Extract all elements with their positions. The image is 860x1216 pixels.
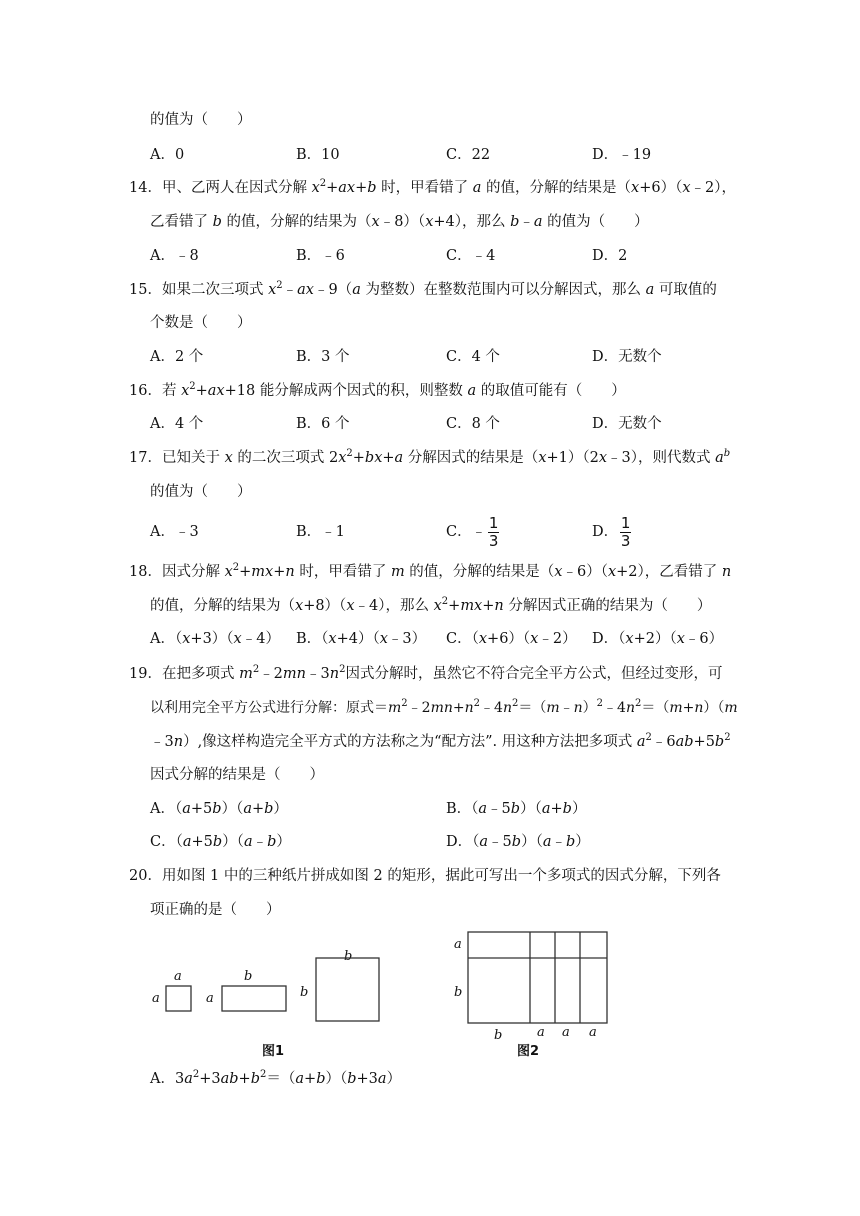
figure-1-caption: 图1 xyxy=(262,1044,285,1059)
q18-option-a[interactable]: A．（x+3）（x﹣4） xyxy=(150,631,280,647)
q17-option-b[interactable]: B．﹣1 xyxy=(296,524,345,540)
q15-stem-line1: 15．如果二次三项式 $x^2﹣ax﹣9(a$ 为整数）在整数范围内可以分解因式，那么 a 可取值的 xyxy=(129,280,717,298)
q19-stem-line1: 19．在把多项式 $m^2﹣2mn﹣3n^2$因式分解时，虽然它不符合完全平方公式，但经过变形，可 xyxy=(129,664,723,682)
figure-2-caption: 图2 xyxy=(517,1044,540,1059)
q14-option-d[interactable]: D．2 xyxy=(592,248,628,264)
q14-option-b[interactable]: B．﹣6 xyxy=(296,248,345,264)
label-b: b xyxy=(494,1028,503,1043)
q15-option-a[interactable]: A．2 个 xyxy=(150,349,204,365)
label-a: a xyxy=(454,937,462,952)
fraction-one-third: $\frac{1}{3}$ xyxy=(620,513,631,550)
q14-stem-line1: 14．甲、乙两人在因式分解 $x^2+ax+b$ 时，甲看错了 a 的值，分解的结果是（x+6）（x﹣2）， xyxy=(129,178,737,196)
figure-2 xyxy=(448,926,618,1044)
q13-option-d[interactable]: D．﹣19 xyxy=(592,147,652,163)
q14-stem-line2: 乙看错了 b 的值，分解的结果为（x﹣8）（x+4），那么 b﹣a 的值为（ ） xyxy=(150,214,649,230)
q15-option-c[interactable]: C．4 个 xyxy=(446,349,500,365)
q19-option-b[interactable]: B．（a﹣5b）（a+b） xyxy=(446,801,587,817)
q17-stem-line1: 17．已知关于 x 的二次三项式 $2x^2+bx+a$ 分解因式的结果是（x+1）（2x﹣3），则代数式 $a^b$ xyxy=(129,448,731,466)
label-a: a xyxy=(206,991,214,1006)
q17-option-a[interactable]: A．﹣3 xyxy=(150,524,199,540)
rectangle-ab xyxy=(222,986,286,1011)
q17-stem-line2: 的值为（ ） xyxy=(150,484,252,500)
q13-option-b[interactable]: B．10 xyxy=(296,147,340,163)
q18-stem-line2: 的值，分解的结果为（x+8）（x﹣4），那么 $x^2+mx+n$ 分解因式正确的结果为（ ） xyxy=(150,596,712,614)
q13-option-c[interactable]: C．22 xyxy=(446,147,491,163)
q13-option-a[interactable]: A．0 xyxy=(150,147,185,163)
fraction-one-third: $\frac{1}{3}$ xyxy=(488,513,499,550)
small-square-a xyxy=(166,986,191,1011)
q13-continuation: 的值为（ ） xyxy=(150,112,252,128)
q15-option-d[interactable]: D．无数个 xyxy=(592,349,662,365)
label-b: b xyxy=(300,985,309,1000)
q16-option-b[interactable]: B．6 个 xyxy=(296,416,350,432)
q19-option-a[interactable]: A．（a+5b）（a+b） xyxy=(150,801,288,817)
q14-option-a[interactable]: A．﹣8 xyxy=(150,248,199,264)
q19-option-c[interactable]: C．（a+5b）（a﹣b） xyxy=(150,834,291,850)
composite-rectangle xyxy=(468,932,607,1023)
q19-stem-line4: 因式分解的结果是（ ） xyxy=(150,767,324,783)
question-number: 19． xyxy=(129,666,162,682)
label-b: b xyxy=(244,969,253,984)
q17-option-c[interactable]: C．﹣ $\frac{1}{3}$ xyxy=(446,513,499,550)
q17-option-d[interactable]: D． $\frac{1}{3}$ xyxy=(592,513,631,550)
question-number: 14． xyxy=(129,180,162,196)
q16-option-d[interactable]: D．无数个 xyxy=(592,416,662,432)
q16-stem: 16．若 $x^2+ax+18$ 能分解成两个因式的积，则整数 a 的取值可能有（ ） xyxy=(129,381,626,399)
large-square-b xyxy=(316,958,379,1021)
question-number: 18． xyxy=(129,564,162,580)
q20-stem-line2: 项正确的是（ ） xyxy=(150,902,281,918)
q18-option-b[interactable]: B．（x+4）（x﹣3） xyxy=(296,631,427,647)
q18-option-c[interactable]: C．（x+6）（x﹣2） xyxy=(446,631,577,647)
label-b: b xyxy=(344,949,353,964)
label-a: a xyxy=(537,1025,545,1040)
label-a: a xyxy=(174,969,182,984)
q15-stem-line2: 个数是（ ） xyxy=(150,315,252,331)
q16-option-c[interactable]: C．8 个 xyxy=(446,416,500,432)
q19-stem-line3: ﹣3n）,像这样构造完全平方式的方法称之为“配方法”. 用这种方法把多项式 $a^2﹣6ab+5b^2$ xyxy=(150,732,731,750)
q15-option-b[interactable]: B．3 个 xyxy=(296,349,350,365)
question-number: 17． xyxy=(129,450,162,466)
q20-stem-line1: 20．用如图 1 中的三种纸片拼成如图 2 的矩形，据此可写出一个多项式的因式分解，下列各 xyxy=(129,868,721,884)
q19-option-d[interactable]: D．（a﹣5b）（a﹣b） xyxy=(446,834,590,850)
question-number: 16． xyxy=(129,383,162,399)
q18-stem-line1: 18．因式分解 $x^2+mx+n$ 时，甲看错了 m 的值，分解的结果是（x﹣6）（x+2），乙看错了 n xyxy=(129,562,732,580)
label-a: a xyxy=(152,991,160,1006)
q20-option-a[interactable]: A．$3a^2+3ab+b^2=(a+b)(b+3a)$ xyxy=(150,1069,402,1087)
q14-option-c[interactable]: C．﹣4 xyxy=(446,248,496,264)
question-number: 15． xyxy=(129,282,162,298)
label-a: a xyxy=(589,1025,597,1040)
q19-stem-line2: 以利用完全平方公式进行分解：原式$=m^2﹣2mn+n^2﹣4n^2=(m﹣n)^2﹣4n^2=(m+n)(m$ xyxy=(150,698,738,716)
question-number: 20． xyxy=(129,868,162,884)
label-b: b xyxy=(454,985,463,1000)
q16-option-a[interactable]: A．4 个 xyxy=(150,416,204,432)
q18-option-d[interactable]: D．（x+2）（x﹣6） xyxy=(592,631,724,647)
label-a: a xyxy=(562,1025,570,1040)
